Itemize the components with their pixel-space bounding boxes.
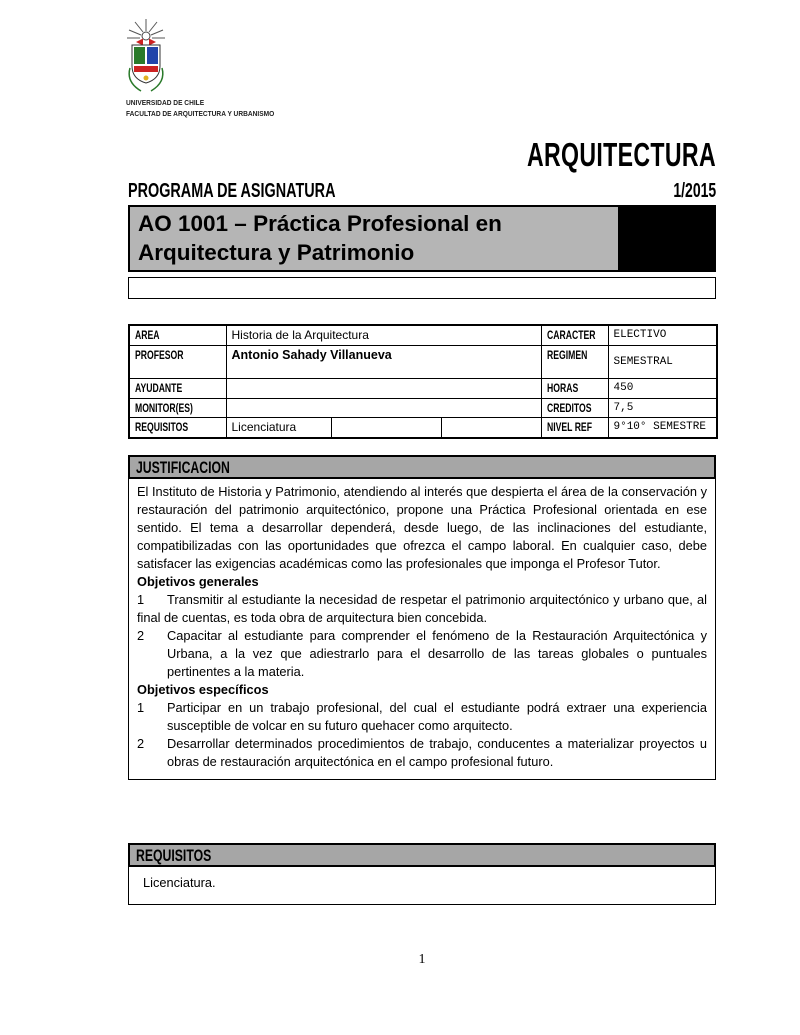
profesor-value-cell: Antonio Sahady Villanueva: [226, 345, 541, 378]
nivelref-label-cell: NIVEL REF: [541, 417, 608, 438]
table-row-requisitos: [129, 417, 717, 438]
creditos-label-cell: CREDITOS: [541, 398, 608, 417]
table-row-profesor: [129, 345, 717, 378]
course-title-bar: [128, 205, 716, 272]
horas-value-cell: 450: [608, 378, 717, 398]
monitores-value-cell: [226, 398, 541, 417]
university-name: UNIVERSIDAD DE CHILE: [126, 98, 205, 107]
horas-label-cell: HORAS: [541, 378, 608, 398]
universidad-de-chile-logo: [122, 18, 170, 101]
requisitos-header: REQUISITOS: [128, 843, 716, 867]
requisitos-text: Licenciatura.: [143, 875, 216, 890]
term-label: 1/2015: [673, 180, 716, 202]
caracter-value-cell: ELECTIVO: [608, 325, 717, 345]
justification-intro: El Instituto de Historia y Patrimonio, atendiendo al interés que despierta el área de la conservación y restauración del patrimonio arquitectónico, propone una Práctica Profesional orientada en ese sentido. El tema a desarrollar dependerá, desde luego, de las inclinaciones del estudiante, compatibilizadas con las oportunidades que ofrezca el campo laboral. En cualquier caso, debe satisfacer las exigencias académicas como las profesionales que imponga el Profesor Tutor.: [137, 484, 707, 571]
table-row-ayudante: [129, 378, 717, 398]
page-number: 1: [418, 952, 426, 967]
justification-header: JUSTIFICACION: [128, 455, 716, 479]
table-row-monitores: [129, 398, 717, 417]
regimen-value-cell: SEMESTRAL: [608, 345, 717, 378]
discipline-heading: ARQUITECTURA: [527, 136, 716, 173]
faculty-name: FACULTAD DE ARQUITECTURA Y URBANISMO: [126, 109, 275, 118]
requisitos-empty-cell-1: [331, 417, 441, 438]
objetivo-especifico-2: 2 Desarrollar determinados procedimientos de trabajo, conducentes a materializar proyectos u obras de restauración arquitectónica en el campo profesional futuro.: [137, 736, 707, 769]
course-info-table: [128, 324, 718, 439]
justification-section: [128, 455, 716, 780]
requisitos-label-cell: REQUISITOS: [129, 417, 226, 438]
requisitos-value-cell: Licenciatura: [226, 417, 331, 438]
area-label-cell: AREA: [129, 325, 226, 345]
program-label: PROGRAMA DE ASIGNATURA: [128, 180, 336, 202]
monitores-label-cell: MONITOR(ES): [129, 398, 226, 417]
requisitos-section: [128, 843, 716, 905]
justification-body: [128, 479, 716, 780]
objetivo-especifico-1: 1 Participar en un trabajo profesional, del cual el estudiante podrá extraer una experiencia susceptible de volcar en su futuro quehacer como arquitecto.: [137, 700, 707, 733]
creditos-value-cell: 7,5: [608, 398, 717, 417]
course-title-line2: Arquitectura y Patrimonio: [138, 240, 415, 265]
caracter-label-cell: CARACTER: [541, 325, 608, 345]
requisitos-empty-cell-2: [441, 417, 541, 438]
university-crest-icon: [122, 18, 170, 96]
profesor-label-cell: PROFESOR: [129, 345, 226, 378]
regimen-label-cell: REGIMEN: [541, 345, 608, 378]
area-value-cell: Historia de la Arquitectura: [226, 325, 541, 345]
objetivos-especificos-label: Objetivos específicos: [137, 682, 269, 697]
course-title-line1: AO 1001 – Práctica Profesional en: [138, 211, 502, 236]
title-side-block: [618, 207, 714, 270]
program-row: [128, 180, 716, 203]
nivelref-value-cell: 9°10° SEMESTRE: [608, 417, 717, 438]
ayudante-label-cell: AYUDANTE: [129, 378, 226, 398]
objetivo-general-2: 2 Capacitar al estudiante para comprender el fenómeno de la Restauración Arquitectónica y Urbana, a la vez que adiestrarlo para el desarrollo de las tareas globales o puntuales pertinentes a la materia.: [137, 628, 707, 679]
subtitle-empty-box: [128, 277, 716, 299]
requisitos-body: [128, 867, 716, 905]
institution-text: [126, 96, 294, 118]
objetivo-general-1: 1 Transmitir al estudiante la necesidad de respetar el patrimonio arquitectónico y urbano que, al final de cuentas, es toda obra de arquitectura bien concebida.: [137, 592, 707, 625]
course-title: [130, 207, 618, 270]
table-row-area: [129, 325, 717, 345]
ayudante-value-cell: [226, 378, 541, 398]
objetivos-generales-label: Objetivos generales: [137, 574, 259, 589]
